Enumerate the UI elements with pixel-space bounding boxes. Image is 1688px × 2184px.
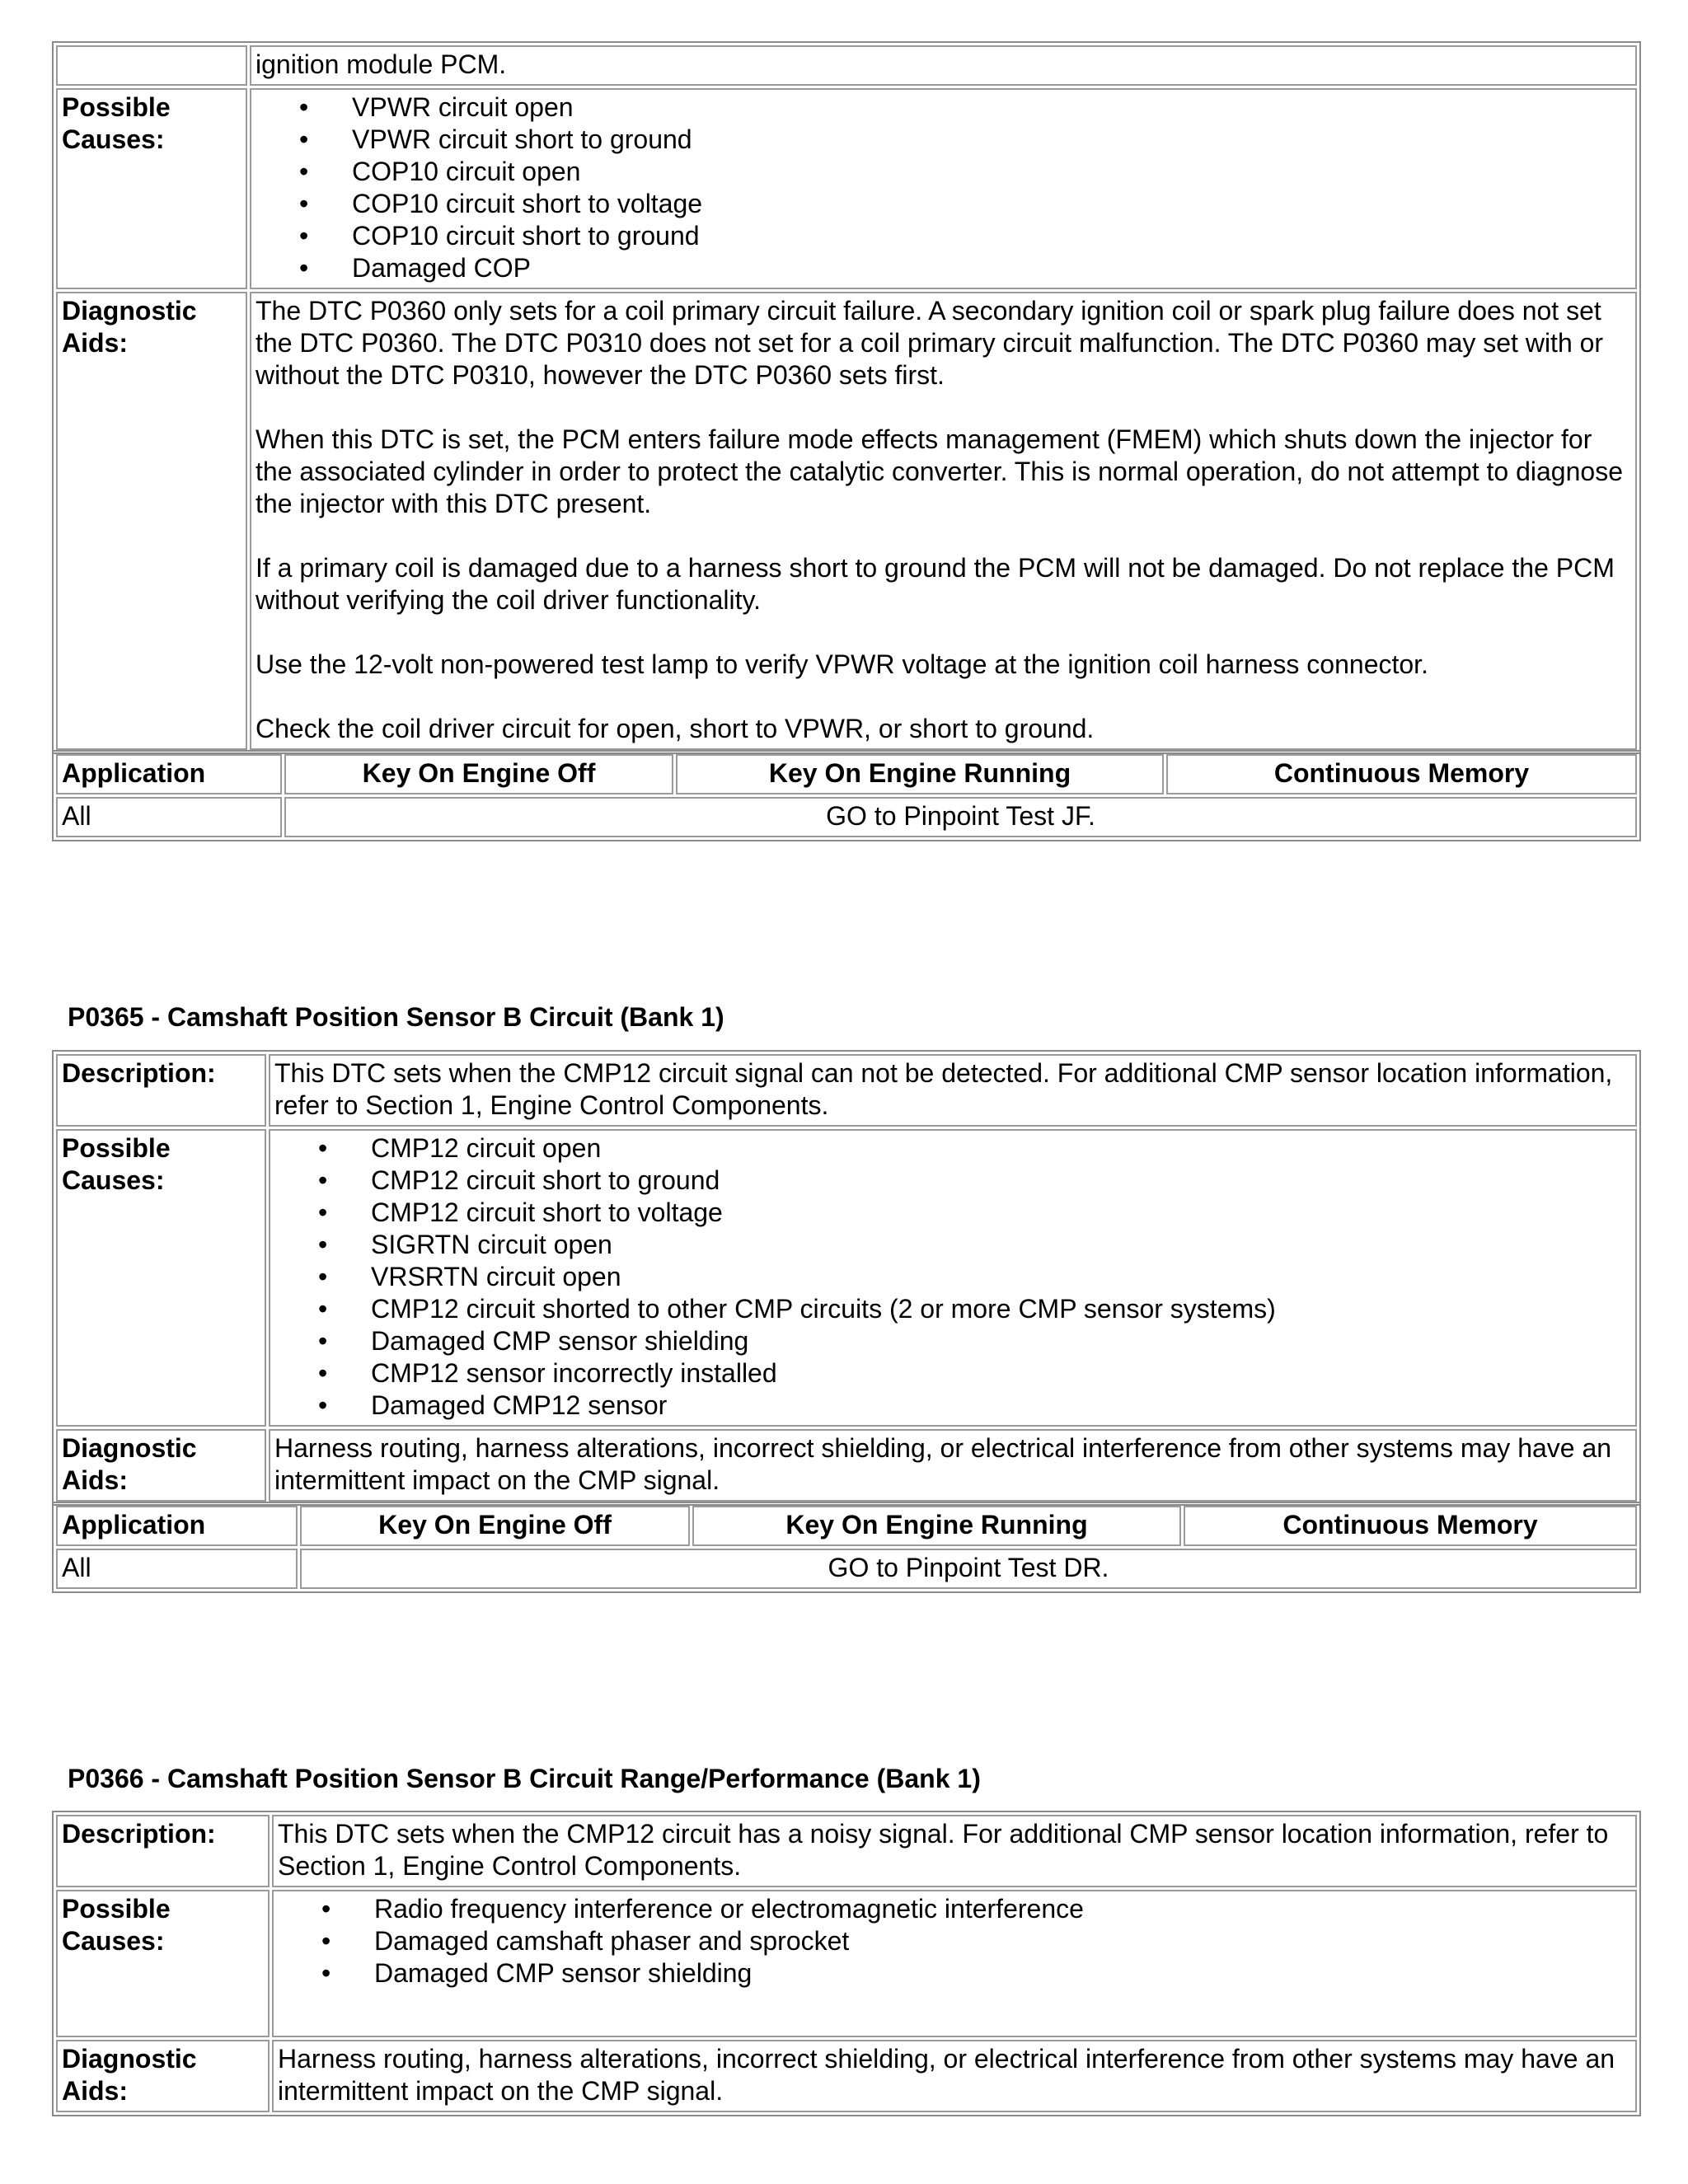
pinpoint-test-cell: GO to Pinpoint Test JF. bbox=[284, 797, 1637, 837]
list-item: • VPWR circuit open bbox=[352, 91, 1631, 124]
possible-causes-label: Possible Causes: bbox=[56, 88, 247, 289]
possible-causes-list bbox=[374, 1893, 1631, 1990]
table-header: Application bbox=[56, 1506, 298, 1546]
p0366-title: P0366 - Camshaft Position Sensor B Circuit Range/Performance (Bank 1) bbox=[68, 1764, 981, 1793]
list-item: • COP10 circuit short to ground bbox=[352, 220, 1631, 252]
table-cell: All bbox=[56, 1549, 298, 1589]
p0365-application-table bbox=[52, 1502, 1641, 1593]
table-header: Application bbox=[56, 754, 282, 794]
list-item: • Radio frequency interference or electromagnetic interference bbox=[374, 1893, 1631, 1925]
list-item: • CMP12 sensor incorrectly installed bbox=[371, 1357, 1631, 1390]
diagnostic-aids-text: Harness routing, harness alterations, incorrect shielding, or electrical interference from other systems may have an intermittent impact on the CMP signal. bbox=[272, 2040, 1637, 2112]
list-item: • CMP12 circuit shorted to other CMP circuits (2 or more CMP sensor systems) bbox=[371, 1293, 1631, 1325]
p0365-block bbox=[52, 1050, 1641, 1593]
list-item: • Damaged CMP sensor shielding bbox=[371, 1325, 1631, 1357]
table-header: Key On Engine Off bbox=[284, 754, 673, 794]
list-item: • SIGRTN circuit open bbox=[371, 1229, 1631, 1261]
list-item: • CMP12 circuit open bbox=[371, 1132, 1631, 1165]
list-item: • Damaged COP bbox=[352, 252, 1631, 284]
p0360-application-table bbox=[52, 750, 1641, 841]
diagnostic-aids-text: Harness routing, harness alterations, incorrect shielding, or electrical interference from other systems may have an intermittent impact on the CMP signal. bbox=[269, 1429, 1637, 1502]
description-text: This DTC sets when the CMP12 circuit has a noisy signal. For additional CMP sensor location information, refer to Section 1, Engine Control Components. bbox=[272, 1815, 1637, 1887]
possible-causes-list bbox=[352, 91, 1631, 284]
list-item: • CMP12 circuit short to voltage bbox=[371, 1197, 1631, 1229]
possible-causes-label: Possible Causes: bbox=[56, 1890, 270, 2037]
table-header: Continuous Memory bbox=[1184, 1506, 1637, 1546]
p0365-info-table bbox=[52, 1050, 1641, 1506]
diagnostic-aids-label: Diagnostic Aids: bbox=[56, 2040, 270, 2112]
continued-description: ignition module PCM. bbox=[250, 45, 1637, 86]
list-item: • VRSRTN circuit open bbox=[371, 1261, 1631, 1293]
list-item: • CMP12 circuit short to ground bbox=[371, 1165, 1631, 1197]
diagnostic-aids-text: The DTC P0360 only sets for a coil primary circuit failure. A secondary ignition coil or spark plug failure does not set the DTC P0360. The DTC P0310 does not set for a coil primary circuit malfunction. The DTC P0360 may set with or without the DTC P0310, however the DTC P0360 sets first. When this DTC is set, the PCM enters failure mode effects management (FMEM) which shuts down the injector for the associated cylinder in order to protect the catalytic converter. This is normal operation, do not attempt to diagnose the injector with this DTC present. If a primary coil is damaged due to a harness short to ground the PCM will not be damaged. Do not replace the PCM without verifying the coil driver functionality. Use the 12-volt non-powered test lamp to verify VPWR voltage at the ignition coil harness connector. Check the coil driver circuit for open, short to VPWR, or short to ground. bbox=[250, 292, 1637, 750]
list-item: • Damaged CMP sensor shielding bbox=[374, 1957, 1631, 1990]
p0360-info-table bbox=[52, 41, 1641, 754]
list-item: • Damaged camshaft phaser and sprocket bbox=[374, 1925, 1631, 1957]
p0366-block bbox=[52, 1811, 1641, 2116]
possible-causes-label: Possible Causes: bbox=[56, 1129, 266, 1427]
table-header: Continuous Memory bbox=[1166, 754, 1637, 794]
list-item: • COP10 circuit short to voltage bbox=[352, 188, 1631, 220]
table-cell: All bbox=[56, 797, 282, 837]
p0360-continuation-block bbox=[52, 41, 1641, 841]
diagnostic-aids-label: Diagnostic Aids: bbox=[56, 292, 247, 750]
description-text: This DTC sets when the CMP12 circuit signal can not be detected. For additional CMP sensor location information, refer to Section 1, Engine Control Components. bbox=[269, 1054, 1637, 1127]
table-header: Key On Engine Running bbox=[692, 1506, 1181, 1546]
p0366-info-table bbox=[52, 1811, 1641, 2116]
list-item: • COP10 circuit open bbox=[352, 156, 1631, 188]
list-item: • Damaged CMP12 sensor bbox=[371, 1390, 1631, 1422]
list-item: • VPWR circuit short to ground bbox=[352, 124, 1631, 156]
description-label: Description: bbox=[56, 1054, 266, 1127]
diagnostic-aids-label: Diagnostic Aids: bbox=[56, 1429, 266, 1502]
possible-causes-list bbox=[371, 1132, 1631, 1422]
table-header: Key On Engine Running bbox=[676, 754, 1164, 794]
description-label: Description: bbox=[56, 1815, 270, 1887]
table-header: Key On Engine Off bbox=[300, 1506, 690, 1546]
p0365-title: P0365 - Camshaft Position Sensor B Circuit (Bank 1) bbox=[68, 1002, 724, 1032]
pinpoint-test-cell: GO to Pinpoint Test DR. bbox=[300, 1549, 1637, 1589]
